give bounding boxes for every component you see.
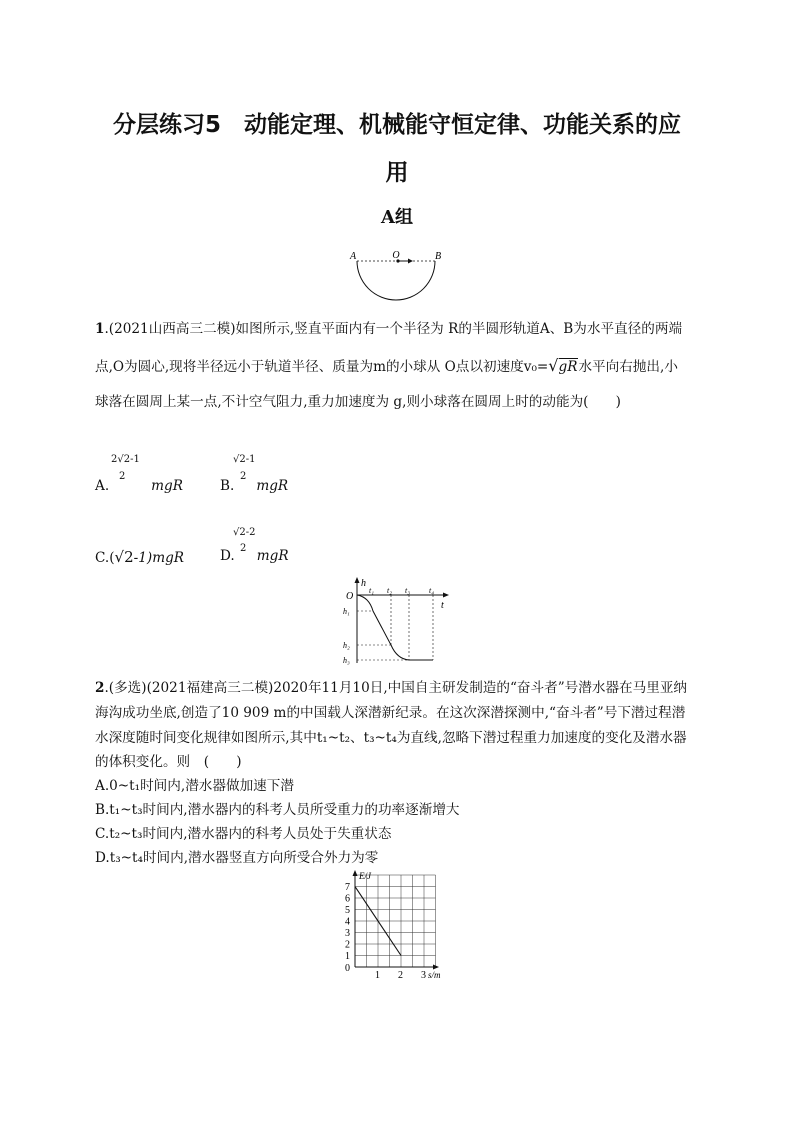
x-tick-label: 3 bbox=[421, 970, 426, 981]
label-b: B bbox=[434, 251, 442, 262]
q1-option-b bbox=[220, 478, 288, 494]
q1-text-2c: 水平向右抛出,小 bbox=[578, 359, 678, 375]
depth-curve bbox=[357, 595, 433, 660]
q1-text-1: .(2021山西高三二模)如图所示,竖直平面内有一个半径为 R的半圆形轨道A、B为水平直径的两端 bbox=[104, 321, 683, 337]
velocity-arrowhead bbox=[408, 259, 413, 264]
label-a: A bbox=[349, 251, 357, 262]
q2-line-1 bbox=[95, 676, 687, 696]
depth-time-figure bbox=[335, 575, 455, 670]
q1-opt-c-tail: -1)mgR bbox=[133, 550, 185, 566]
x-axis-label: s/m bbox=[428, 970, 441, 980]
q1-opt-d-denominator: 2 bbox=[240, 543, 247, 554]
q1-opt-a-label: A. bbox=[95, 478, 110, 494]
semicircle-track bbox=[357, 261, 435, 300]
q1-number: 1 bbox=[95, 321, 105, 337]
y-tick-label: 6 bbox=[345, 893, 350, 905]
q2-line-2: 海沟成功坐底,创造了10 909 m的中国载人深潜新纪录。在这次深潜探测中,“奋斗者”号下潜过程潜 bbox=[95, 705, 686, 721]
q1-opt-b-label: B. bbox=[220, 478, 235, 494]
label-o: O bbox=[392, 250, 400, 261]
y-tick-labels bbox=[345, 882, 350, 962]
h-axis-arrow bbox=[355, 577, 360, 583]
q1-sqrt-radicand: gR bbox=[558, 359, 578, 375]
q1-option-d bbox=[220, 548, 289, 564]
label-t1: t₁ bbox=[369, 586, 375, 595]
q2-line-3: 水深度随时间变化规律如图所示,其中t₁~t₂、t₃~t₄为直线,忽略下潜过程重力加速度的变化及潜水器 bbox=[95, 730, 687, 746]
q1-opt-d-numerator: √2-2 bbox=[233, 527, 256, 538]
x-tick-label: 1 bbox=[375, 970, 380, 981]
q1-opt-b-denominator: 2 bbox=[240, 471, 247, 482]
q1-sqrt-sign: √ bbox=[548, 356, 559, 375]
label-origin: O bbox=[346, 591, 354, 602]
q1-opt-b-tail: mgR bbox=[256, 478, 289, 494]
y-tick-label: 7 bbox=[345, 882, 350, 893]
q2-number: 2 bbox=[95, 680, 105, 696]
label-t3: t₃ bbox=[405, 586, 411, 595]
q1-option-a bbox=[95, 478, 183, 494]
q1-line-3: 球落在圆周上某一点,不计空气阻力,重力加速度为 g,则小球落在圆周上时的动能为( ) bbox=[95, 394, 621, 410]
x-tick-label: 2 bbox=[398, 970, 403, 981]
q1-opt-d-label: D. bbox=[220, 548, 235, 564]
q1-opt-b-numerator: √2-1 bbox=[233, 454, 256, 465]
label-t4: t₄ bbox=[429, 586, 435, 595]
page-title-continued: 用 bbox=[385, 160, 409, 186]
label-h3: h₃ bbox=[343, 656, 350, 665]
q1-line-1 bbox=[95, 317, 682, 337]
y-tick-label: 2 bbox=[345, 939, 350, 951]
group-heading: A组 bbox=[381, 207, 413, 228]
label-h2: h₂ bbox=[343, 641, 350, 650]
x-axis-arrow bbox=[433, 965, 439, 970]
label-t: t bbox=[441, 600, 444, 611]
y-axis-label: E/J bbox=[359, 871, 371, 881]
label-h1: h₁ bbox=[343, 607, 350, 616]
q1-opt-c-radical: √2 bbox=[114, 548, 134, 566]
q1-option-c bbox=[95, 548, 184, 566]
page-title: 分层练习5 动能定理、机械能守恒定律、功能关系的应 bbox=[112, 112, 681, 138]
semicircle-figure bbox=[340, 246, 450, 306]
q2-option-d: D.t₃~t₄时间内,潜水器竖直方向所受合外力为零 bbox=[95, 850, 379, 866]
q1-opt-d-tail: mgR bbox=[256, 548, 289, 564]
label-t2: t₂ bbox=[387, 586, 393, 595]
q2-line-4: 的体积变化。则 ( ) bbox=[95, 754, 242, 770]
q2-option-b: B.t₁~t₃时间内,潜水器内的科考人员所受重力的功率逐渐增大 bbox=[95, 802, 460, 818]
q1-opt-a-numerator: 2√2-1 bbox=[111, 454, 140, 465]
energy-displacement-chart bbox=[335, 868, 460, 983]
x-tick-labels bbox=[375, 970, 426, 981]
q1-line-2 bbox=[95, 355, 678, 375]
y-tick-label: 5 bbox=[345, 905, 350, 916]
q2-option-c: C.t₂~t₃时间内,潜水器内的科考人员处于失重状态 bbox=[95, 826, 392, 842]
y-tick-label: 4 bbox=[345, 916, 350, 928]
origin-label: 0 bbox=[345, 963, 350, 974]
t-axis-arrow bbox=[443, 593, 449, 598]
y-axis-arrow bbox=[353, 870, 358, 876]
q1-text-2a: 点,O为圆心,现将半径远小于轨道半径、质量为m的小球从 O点以初速度v₀= bbox=[95, 359, 549, 375]
y-tick-label: 3 bbox=[345, 928, 350, 939]
chart-grid bbox=[355, 875, 436, 967]
q2-option-a: A.0~t₁时间内,潜水器做加速下潜 bbox=[95, 778, 294, 794]
q1-opt-a-denominator: 2 bbox=[119, 471, 126, 482]
q2-text-1: .(多选)(2021福建高三二模)2020年11月10日,中国自主研发制造的“奋斗者”号潜水器在马里亚纳 bbox=[104, 680, 688, 696]
label-h: h bbox=[361, 578, 366, 589]
q1-opt-c-label: C.( bbox=[95, 550, 115, 566]
y-tick-label: 1 bbox=[345, 951, 350, 962]
q1-opt-a-tail: mgR bbox=[151, 478, 183, 494]
